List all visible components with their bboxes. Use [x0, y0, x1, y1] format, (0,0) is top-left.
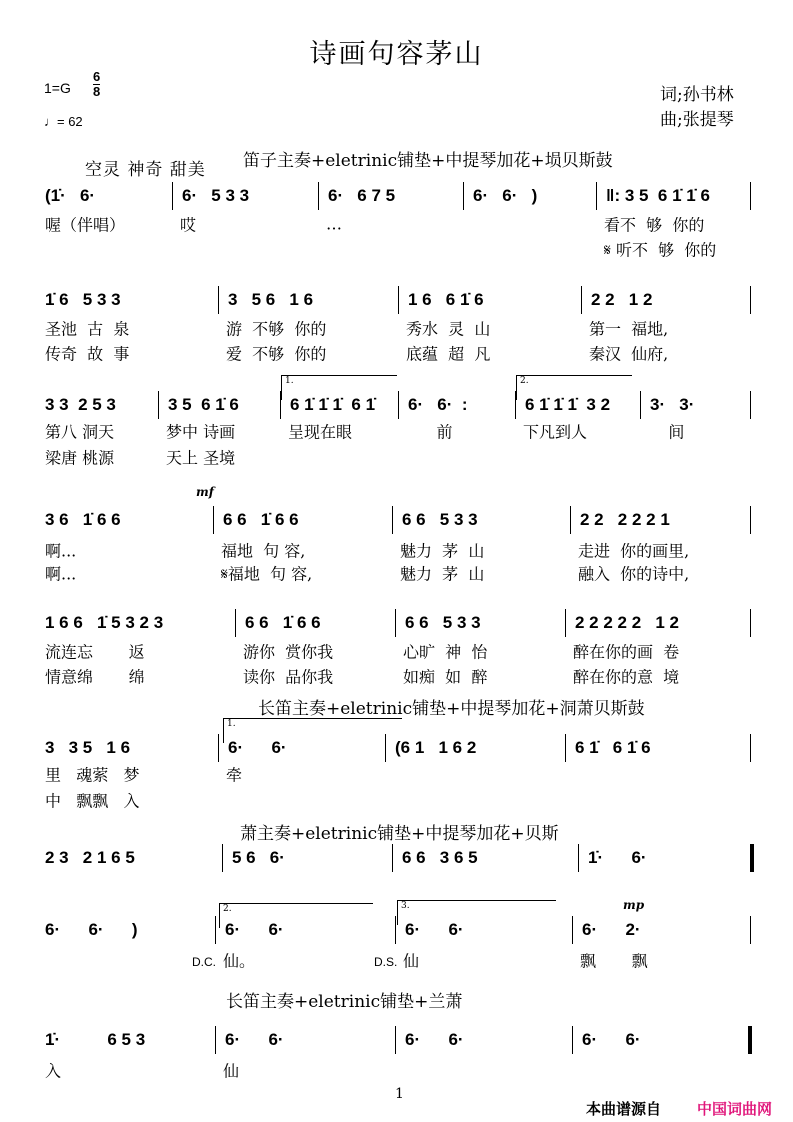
volta-label: 3. — [401, 901, 410, 911]
composer-credit: 曲;张提琴 — [660, 110, 734, 130]
bar-line — [235, 609, 236, 637]
dynamic-mp: mp — [623, 898, 645, 912]
bar-line — [172, 182, 173, 210]
measure-notes: 3 5 6 1̇ 6 — [168, 395, 239, 414]
measure-notes: (1̇· 6· — [45, 186, 96, 205]
lyric-text: 牵 — [226, 765, 243, 785]
bar-line — [398, 391, 399, 419]
bar-line — [385, 734, 386, 762]
instrumentation-note-3: 萧主奏+eletrinic铺垫+中提琴加花+贝斯 — [240, 824, 559, 844]
instrumentation-note-1: 笛子主奏+eletrinic铺垫+中提琴加花+埙贝斯鼓 — [243, 151, 613, 171]
da-capo-mark: D.C. — [192, 955, 216, 969]
song-title: 诗画句容茅山 — [309, 39, 484, 70]
measure-notes: 6· 5 3 3 — [182, 186, 250, 205]
lyric-text: 游你 赏你我 — [243, 642, 334, 662]
measure-notes: 3 6 1̇ 6 6 — [45, 510, 121, 529]
lyric-text: 秦汉 仙府, — [589, 344, 669, 364]
lyric-text: 梦中 诗画 — [166, 422, 236, 442]
bar-line — [750, 182, 751, 210]
time-signature — [93, 70, 100, 99]
volta-label: 2. — [223, 904, 232, 914]
instrumentation-note-4: 长笛主奏+eletrinic铺垫+兰萧 — [226, 992, 463, 1012]
lyric-text: 飘 飘 — [580, 951, 648, 971]
bar-line — [750, 844, 754, 872]
bar-line — [218, 734, 219, 762]
lyric-text: 呈现在眼 — [288, 422, 353, 442]
lyric-text: 融入 你的诗中, — [578, 564, 690, 584]
lyric-text: 𝄋福地 句 容, — [221, 564, 313, 584]
key-signature: 1=G — [44, 80, 71, 96]
mood-marking: 空灵 神奇 甜美 — [85, 160, 206, 180]
bar-line — [578, 844, 579, 872]
lyric-text: 看不 够 你的 — [604, 215, 705, 235]
bar-line — [750, 609, 751, 637]
measure-notes: 3· 3· — [650, 395, 695, 414]
measure-notes: 6· 6· — [405, 920, 464, 939]
measure-notes: 1̇· 6· — [588, 848, 647, 867]
bar-line — [572, 916, 573, 944]
volta-label: 1. — [227, 719, 236, 729]
lyric-text: 入 — [45, 1061, 62, 1081]
bar-line — [158, 391, 159, 419]
measure-notes: 6· 2· — [582, 920, 641, 939]
lyric-text: 底蕴 超 凡 — [406, 344, 491, 364]
bar-line — [572, 1026, 573, 1054]
measure-notes: 6 6 3 6 5 — [402, 848, 478, 867]
measure-notes: 6· 6· — [582, 1030, 641, 1049]
measure-notes: 6 6 5 3 3 — [405, 613, 481, 632]
lyric-text: 如痴 如 醉 — [403, 667, 488, 687]
lyric-text: 仙 — [223, 1061, 240, 1081]
time-signature-bottom: 8 — [93, 84, 101, 99]
lyric-text: 传奇 故 事 — [45, 344, 130, 364]
measure-notes: 2 3 2 1 6 5 — [45, 848, 135, 867]
dynamic-mf: mf — [196, 485, 214, 499]
bar-line — [395, 609, 396, 637]
lyric-text: 读你 品你我 — [243, 667, 334, 687]
measure-notes: 6· 6· — [225, 920, 284, 939]
measure-notes: 6 6 1̇ 6 6 — [223, 510, 299, 529]
lyric-text: 中 飘飘 入 — [45, 791, 140, 811]
bar-line — [748, 1026, 752, 1054]
bar-line — [750, 286, 751, 314]
lyric-text: 仙 — [403, 951, 420, 971]
lyric-text: 前 — [406, 422, 453, 442]
lyric-text: … — [326, 214, 342, 234]
source-label: 本曲谱源自 — [586, 1100, 662, 1118]
bar-line — [565, 734, 566, 762]
dal-segno-mark: D.S. — [374, 955, 398, 969]
bar-line — [280, 391, 281, 419]
bar-line — [222, 844, 223, 872]
measure-notes: 1̇ 6 5 3 3 — [45, 290, 121, 309]
lyric-text: 天上 圣境 — [166, 448, 236, 468]
bar-line — [750, 391, 751, 419]
measure-notes: 6 1̇ 6 1̇ 6 — [575, 738, 651, 757]
measure-notes: 1̇· 6 5 3 — [45, 1030, 146, 1049]
bar-line — [515, 391, 516, 419]
lyric-text: 哎 — [180, 215, 197, 235]
lyric-text: 秀水 灵 山 — [406, 319, 491, 339]
bar-line — [750, 506, 751, 534]
measure-notes: 2 2 1 2 — [591, 290, 653, 309]
bar-line — [395, 916, 396, 944]
instrumentation-note-2: 长笛主奏+eletrinic铺垫+中提琴加花+洞萧贝斯鼓 — [258, 699, 645, 719]
lyric-text: 魅力 茅 山 — [400, 541, 485, 561]
bar-line — [395, 1026, 396, 1054]
measure-notes: 2 2 2 2 2 1 — [580, 510, 670, 529]
lyric-text: 心旷 神 怡 — [403, 642, 488, 662]
lyric-text: 魅力 茅 山 — [400, 564, 485, 584]
lyric-text: 醉在你的意 境 — [573, 667, 680, 687]
measure-notes: 3 3 5 1 6 — [45, 738, 131, 757]
page-number: 1 — [395, 1086, 404, 1102]
bar-line — [570, 506, 571, 534]
measure-notes: 6· 6· ) — [473, 186, 538, 205]
measure-notes: 6 6 1̇ 6 6 — [245, 613, 321, 632]
lyric-text: 爱 不够 你的 — [226, 344, 327, 364]
lyric-text: 梁唐 桃源 — [45, 448, 115, 468]
bar-line — [213, 506, 214, 534]
lyric-text: 第一 福地, — [589, 319, 669, 339]
lyricist-credit: 词;孙书林 — [660, 85, 734, 105]
lyric-text: 圣池 古 泉 — [45, 319, 130, 339]
lyric-text: 福地 句 容, — [221, 541, 306, 561]
bar-line — [392, 506, 393, 534]
measure-notes: 1 6 6 1̇ 6 — [408, 290, 484, 309]
measure-notes: 6· 6· — [225, 1030, 284, 1049]
bar-line — [392, 844, 393, 872]
measure-notes: 6· 6· — [228, 738, 287, 757]
bar-line — [463, 182, 464, 210]
bar-line — [750, 734, 751, 762]
lyric-text: 下凡到人 — [523, 422, 588, 442]
measure-notes: ‖: 3 5 6 1̇ 1̇ 6 — [606, 186, 710, 205]
time-signature-top: 6 — [93, 69, 101, 84]
bar-line — [750, 916, 751, 944]
measure-notes: 6 1̇ 1̇ 1̇ 6 1̇ — [290, 395, 376, 414]
tempo-marking: ♩= 62 — [44, 114, 83, 129]
lyric-text: 第八 洞天 — [45, 422, 115, 442]
measure-notes: 3 3 2 5 3 — [45, 395, 116, 414]
bar-line — [318, 182, 319, 210]
lyric-text: 流连忘 返 — [45, 642, 145, 662]
bar-line — [565, 609, 566, 637]
bar-line — [215, 1026, 216, 1054]
measure-notes: 6 1̇ 1̇ 1̇ 3 2 — [525, 395, 611, 414]
lyric-text: 仙。 — [223, 951, 256, 971]
volta-label: 1. — [285, 376, 294, 386]
measure-notes: 6· 6· — [405, 1030, 464, 1049]
bar-line — [581, 286, 582, 314]
lyric-text: 啊... — [45, 564, 77, 584]
lyric-text: 𝄋 听不 够 你的 — [604, 240, 717, 260]
bar-line — [215, 916, 216, 944]
measure-notes: 1 6 6 1̇ 5 3 2 3 — [45, 613, 164, 632]
measure-notes: 6· 6 7 5 — [328, 186, 396, 205]
bar-line — [596, 182, 597, 210]
bar-line — [640, 391, 641, 419]
measure-notes: (6 1 1 6 2 — [395, 738, 477, 757]
measure-notes: 6· 6· : — [408, 395, 468, 414]
site-name[interactable]: 中国词曲网 — [697, 1100, 773, 1118]
measure-notes: 3 5 6 1 6 — [228, 290, 314, 309]
lyric-text: 游 不够 你的 — [226, 319, 327, 339]
bar-line — [398, 286, 399, 314]
measure-notes: 6 6 5 3 3 — [402, 510, 478, 529]
bar-line — [218, 286, 219, 314]
lyric-text: 里 魂萦 梦 — [45, 765, 140, 785]
lyric-text: 情意绵 绵 — [45, 667, 145, 687]
lyric-text: 醉在你的画 卷 — [573, 642, 680, 662]
measure-notes: 2 2 2 2 2 1 2 — [575, 613, 679, 632]
lyric-text: 喔（伴唱） — [45, 215, 126, 235]
measure-notes: 5 6 6· — [232, 848, 285, 867]
lyric-text: 啊... — [45, 541, 77, 561]
lyric-text: 间 — [648, 422, 685, 442]
lyric-text: 走进 你的画里, — [578, 541, 690, 561]
measure-notes: 6· 6· ) — [45, 920, 138, 939]
volta-label: 2. — [520, 376, 529, 386]
